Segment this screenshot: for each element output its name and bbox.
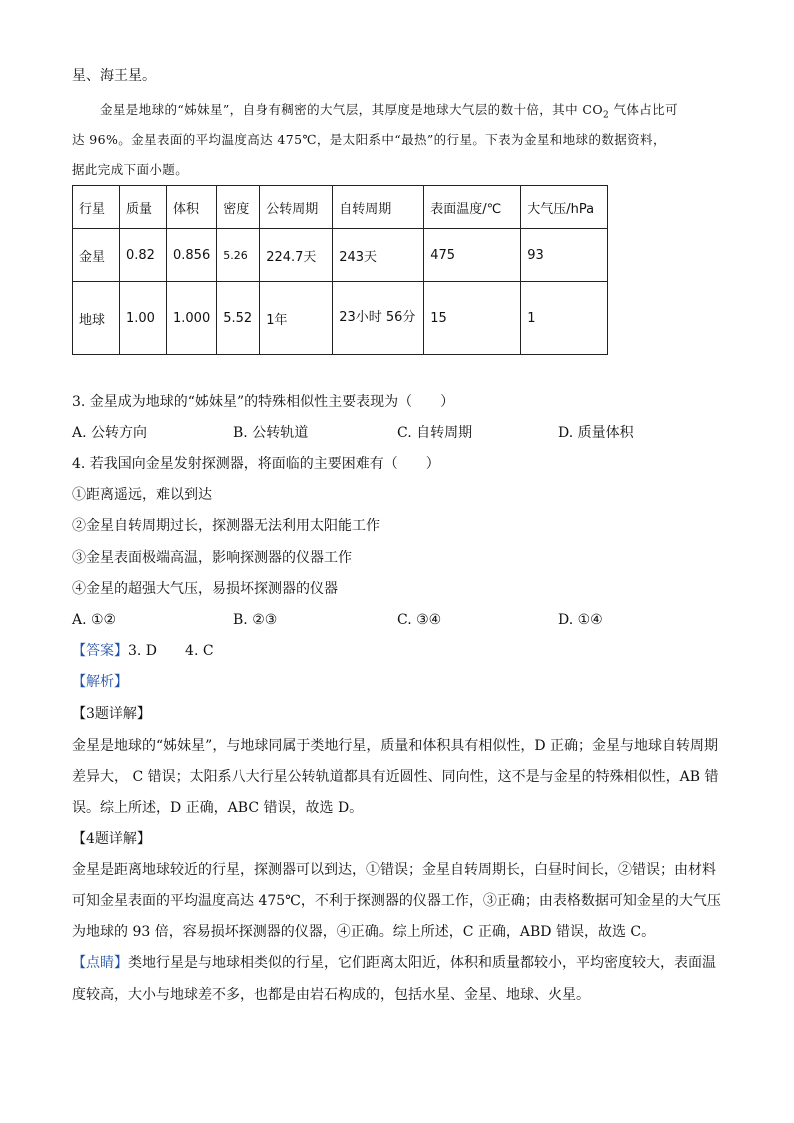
table-cell: 224.7天 (260, 229, 333, 282)
table-header-cell: 公转周期 (260, 186, 333, 229)
q4-option-c[interactable]: C. ③④ (397, 612, 442, 628)
detail4-label: 【4题详解】 (72, 831, 151, 847)
table-cell: 0.856 (167, 229, 217, 282)
table-cell: 23小时 56分 (333, 282, 424, 355)
co2-subscript: 2 (602, 110, 610, 121)
material-line-3: 据此完成下面小题。 (72, 162, 189, 177)
table-header-cell: 大气压/hPa (521, 186, 608, 229)
table-cell: 93 (521, 229, 608, 282)
table-header-row (73, 186, 608, 229)
table-header-cell: 行星 (73, 186, 120, 229)
answer-line (72, 641, 214, 661)
table-header-cell: 自转周期 (333, 186, 424, 229)
table-cell: 5.52 (217, 282, 260, 355)
table-header-cell: 体积 (167, 186, 217, 229)
tip-line-2: 度较高，大小与地球差不多，也都是由岩石构成的，包括水星、金星、地球、火星。 (72, 987, 590, 1003)
table-cell: 475 (424, 229, 521, 282)
q3-stem: 3. 金星成为地球的“姊妹星”的特殊相似性主要表现为（ ） (72, 394, 455, 410)
tip-line-1 (72, 953, 716, 973)
material-line-1b: 气体占比可 (609, 102, 678, 117)
intro-tail: 星、海王星。 (72, 68, 156, 84)
table-row (73, 229, 608, 282)
detail4-line-3: 为地球的 93 倍，容易损坏探测器的仪器，④正确。综上所述，C 正确，ABD 错误，故选 C。 (72, 924, 656, 940)
q4-option-b[interactable]: B. ②③ (233, 612, 278, 628)
table-cell: 地球 (73, 282, 120, 355)
tip-text-1: 类地行星是与地球相类似的行星，它们距离太阳近，体积和质量都较小，平均密度较大，表面温 (128, 955, 716, 971)
q3-option-a[interactable]: A. 公转方向 (72, 425, 148, 441)
table-cell: 15 (424, 282, 521, 355)
q4-stem: 4. 若我国向金星发射探测器，将面临的主要困难有（ ） (72, 456, 440, 472)
q4-option-d[interactable]: D. ①④ (558, 612, 603, 628)
detail4-line-1: 金星是距离地球较近的行星，探测器可以到达，①错误；金星自转周期长，白昼时间长，②错误；由材料 (72, 862, 716, 878)
q4-item-1: ①距离遥远，难以到达 (72, 487, 212, 503)
q4-option-a[interactable]: A. ①② (72, 612, 117, 628)
detail3-line-2: 差异大， C 错误；太阳系八大行星公转轨道都具有近圆性、同向性，这不是与金星的特殊相似性，AB 错 (72, 769, 719, 785)
table-row (73, 282, 608, 355)
q3-option-c[interactable]: C. 自转周期 (397, 425, 473, 441)
table-cell: 金星 (73, 229, 120, 282)
table-cell: 1 (521, 282, 608, 355)
table-cell: 1.000 (167, 282, 217, 355)
tip-label: 【点睛】 (72, 955, 128, 971)
q3-option-d[interactable]: D. 质量体积 (558, 425, 634, 441)
table-header-cell: 质量 (120, 186, 167, 229)
analysis-label: 【解析】 (72, 674, 128, 690)
detail4-line-2: 可知金星表面的平均温度高达 475℃，不利于探测器的仪器工作，③正确；由表格数据可知金星的大气压 (72, 893, 721, 909)
detail3-line-3: 误。综上所述，D 正确，ABC 错误，故选 D。 (72, 800, 364, 816)
q4-item-4: ④金星的超强大气压，易损坏探测器的仪器 (72, 581, 338, 597)
q4-item-2: ②金星自转周期过长，探测器无法利用太阳能工作 (72, 518, 380, 534)
detail3-line-1: 金星是地球的“姊妹星”，与地球同属于类地行星，质量和体积具有相似性，D 正确；金星与地球自转周期 (72, 738, 718, 754)
detail3-label: 【3题详解】 (72, 706, 151, 722)
table-cell: 1.00 (120, 282, 167, 355)
table-cell: 1年 (260, 282, 333, 355)
q4-item-3: ③金星表面极端高温，影响探测器的仪器工作 (72, 550, 352, 566)
q3-option-b[interactable]: B. 公转轨道 (233, 425, 309, 441)
answer-text: 3. D 4. C (128, 643, 214, 659)
table-header-cell: 表面温度/℃ (424, 186, 521, 229)
material-line-1 (100, 100, 678, 126)
material-line-2: 达 96%。金星表面的平均温度高达 475℃，是太阳系中“最热”的行星。下表为金星和地球的数据资料， (72, 132, 666, 147)
table-cell: 243天 (333, 229, 424, 282)
material-line-1a: 金星是地球的“姊妹星”，自身有稠密的大气层，其厚度是地球大气层的数十倍，其中 CO (100, 102, 603, 117)
table-header-cell: 密度 (217, 186, 260, 229)
answer-label: 【答案】 (72, 643, 128, 659)
table-cell: 0.82 (120, 229, 167, 282)
planet-data-table (72, 185, 608, 355)
table-cell: 5.26 (217, 229, 260, 282)
